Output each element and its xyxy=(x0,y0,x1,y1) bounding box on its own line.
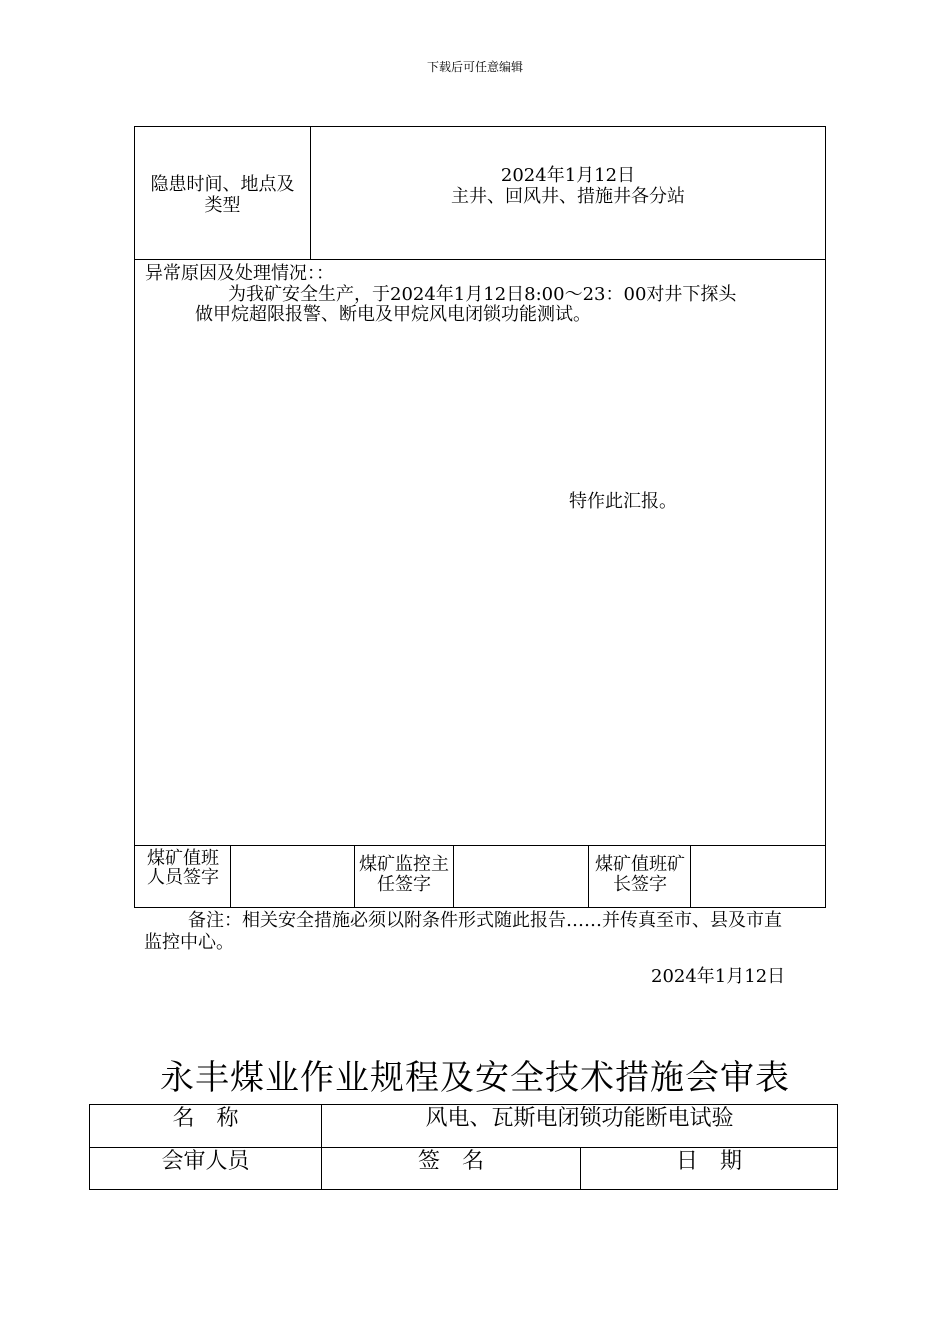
reviewer-label: 会审人员 xyxy=(161,1149,250,1174)
sign-monitor-director-label: 煤矿监控主任签字 xyxy=(359,854,449,895)
report-table xyxy=(134,126,826,908)
sign-duty-staff-label: 煤矿值班人员签字 xyxy=(147,848,219,888)
cause-line-2: 做甲烷超限报警、断电及甲烷风电闭锁功能测试。 xyxy=(195,304,591,325)
remark-text: 备注：相关安全措施必须以附条件形式随此报告……并传真至市、县及市直监控中心。 xyxy=(144,910,782,953)
cause-line-1: 为我矿安全生产，于2024年1月12日8:00～23：00对井下探头 xyxy=(228,284,737,305)
hazard-label: 隐患时间、地点及类型 xyxy=(150,174,295,216)
name-value: 风电、瓦斯电闭锁功能断电试验 xyxy=(425,1106,734,1131)
name-label: 名 称 xyxy=(172,1106,239,1131)
signature-label: 签 名 xyxy=(417,1149,484,1174)
sign-duty-manager-label: 煤矿值班矿长签字 xyxy=(595,854,685,895)
review-table xyxy=(89,1104,838,1190)
hazard-date: 2024年1月12日 xyxy=(500,165,636,186)
watermark: 下载后可任意编辑 xyxy=(426,60,523,74)
closing-text: 特作此汇报。 xyxy=(569,491,677,512)
cause-label: 异常原因及处理情况：： xyxy=(145,263,334,284)
date-label: 日 期 xyxy=(675,1149,742,1174)
hazard-location: 主井、回风井、措施井各分站 xyxy=(451,186,685,207)
report-date: 2024年1月12日 xyxy=(651,966,786,987)
review-title: 永丰煤业作业规程及安全技术措施会审表 xyxy=(160,1058,790,1098)
